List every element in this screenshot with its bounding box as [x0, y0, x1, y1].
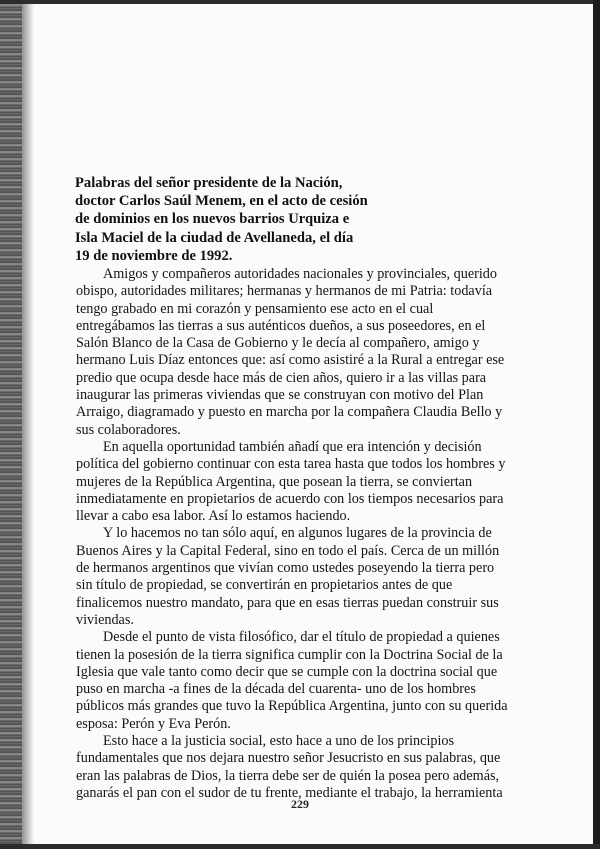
text-line: tengo grabado en mi corazón y pensamiento ese acto en el cual	[76, 300, 434, 317]
text-line: entregábamos las tierras a sus auténticos dueños, a sus poseedores, en el	[76, 317, 486, 334]
text-line: Iglesia que vale tanto como decir que se cumple con la doctrina social que	[76, 663, 498, 680]
text-line: llevar a cabo esa labor. Así lo estamos haciendo.	[76, 508, 351, 525]
text-line: esposa: Perón y Eva Perón.	[76, 715, 231, 732]
text-line: mujeres de la República Argentina, que posean la tierra, se conviertan	[76, 473, 473, 490]
binding-shadow	[22, 0, 34, 849]
text-line: Desde el punto de vista filosófico, dar el título de propiedad a quienes	[103, 629, 500, 646]
text-line: ganarás el pan con el sudor de tu frente, mediante el trabajo, la herramienta	[76, 784, 503, 801]
text-line: inaugurar las primeras viviendas que se construyan con motivo del Plan	[76, 387, 484, 404]
text-line: de hermanos argentinos que vivían como ustedes poseyendo la tierra pero	[76, 560, 495, 577]
text-line: tienen la posesión de la tierra significa cumplir con la Doctrina Social de la	[76, 646, 503, 663]
text-line: sus colaboradores.	[76, 421, 181, 438]
title-line: Isla Maciel de la ciudad de Avellaneda, el día	[75, 229, 354, 246]
paragraph-1	[76, 266, 505, 439]
text-line: hermano Luis Díaz entonces que: así como asistiré a la Rural a entregar ese	[76, 352, 505, 369]
text-line: sin título de propiedad, se convertirán en propietarios antes de que	[76, 577, 453, 594]
text-line: eran las palabras de Dios, la tierra debe ser de quién la posea pero además,	[76, 767, 500, 784]
paragraph-3	[76, 525, 500, 629]
text-line: públicos más grandes que tuvo la República Argentina, junto con su querida	[76, 698, 508, 715]
paragraph-2	[76, 438, 506, 525]
text-line: Esto hace a la justicia social, esto hace a uno de los principios	[103, 733, 455, 750]
text-line: Buenos Aires y la Capital Federal, sino en todo el país. Cerca de un millón	[76, 542, 500, 559]
speech-body	[76, 266, 508, 802]
text-line: obispo, autoridades militares; hermanas y hermanos de mi Patria: todavía	[76, 283, 493, 300]
paragraph-4	[76, 629, 508, 733]
paragraph-5	[76, 733, 503, 802]
text-line: predio que ocupa desde hace más de cien años, quiero ir a las villas para	[76, 369, 487, 386]
text-line: Y lo hacemos no tan sólo aquí, en algunos lugares de la provincia de	[103, 525, 492, 542]
text-line: En aquella oportunidad también añadí que era intención y decisión	[103, 438, 482, 455]
text-line: finalicemos nuestro mandato, para que en esas tierras puedan construir sus	[76, 594, 499, 611]
scan-right-edge	[593, 0, 600, 849]
scan-bottom-edge	[0, 844, 600, 849]
text-line: fundamentales que nos dejara nuestro señor Jesucristo en sus palabras, que	[76, 750, 501, 767]
text-line: puso en marcha -a fines de la década del cuarenta- uno de los hombres	[76, 681, 476, 698]
book-binding-edge	[0, 0, 22, 849]
title-line: 19 de noviembre de 1992.	[75, 247, 233, 264]
speech-title	[75, 174, 495, 265]
text-line: inmediatamente en propietarios de acuerdo con los tiempos necesarios para	[76, 490, 504, 507]
scan-top-edge	[0, 0, 600, 4]
text-line: política del gobierno continuar con esta tarea hasta que todos los hombres y	[76, 456, 506, 473]
page-number: 229	[291, 797, 309, 811]
text-line: Arraigo, diagramado y puesto en marcha por la compañera Claudia Bello y	[76, 404, 503, 421]
text-line: Salón Blanco de la Casa de Gobierno y le decía al compañero, amigo y	[76, 335, 480, 352]
title-line: de dominios en los nuevos barrios Urquiza e	[75, 211, 350, 228]
title-line: Palabras del señor presidente de la Nación,	[75, 175, 343, 191]
title-line: doctor Carlos Saúl Menem, en el acto de cesión	[75, 193, 368, 210]
text-line: Amigos y compañeros autoridades nacionales y provinciales, querido	[103, 266, 497, 282]
text-line: viviendas.	[76, 611, 134, 628]
